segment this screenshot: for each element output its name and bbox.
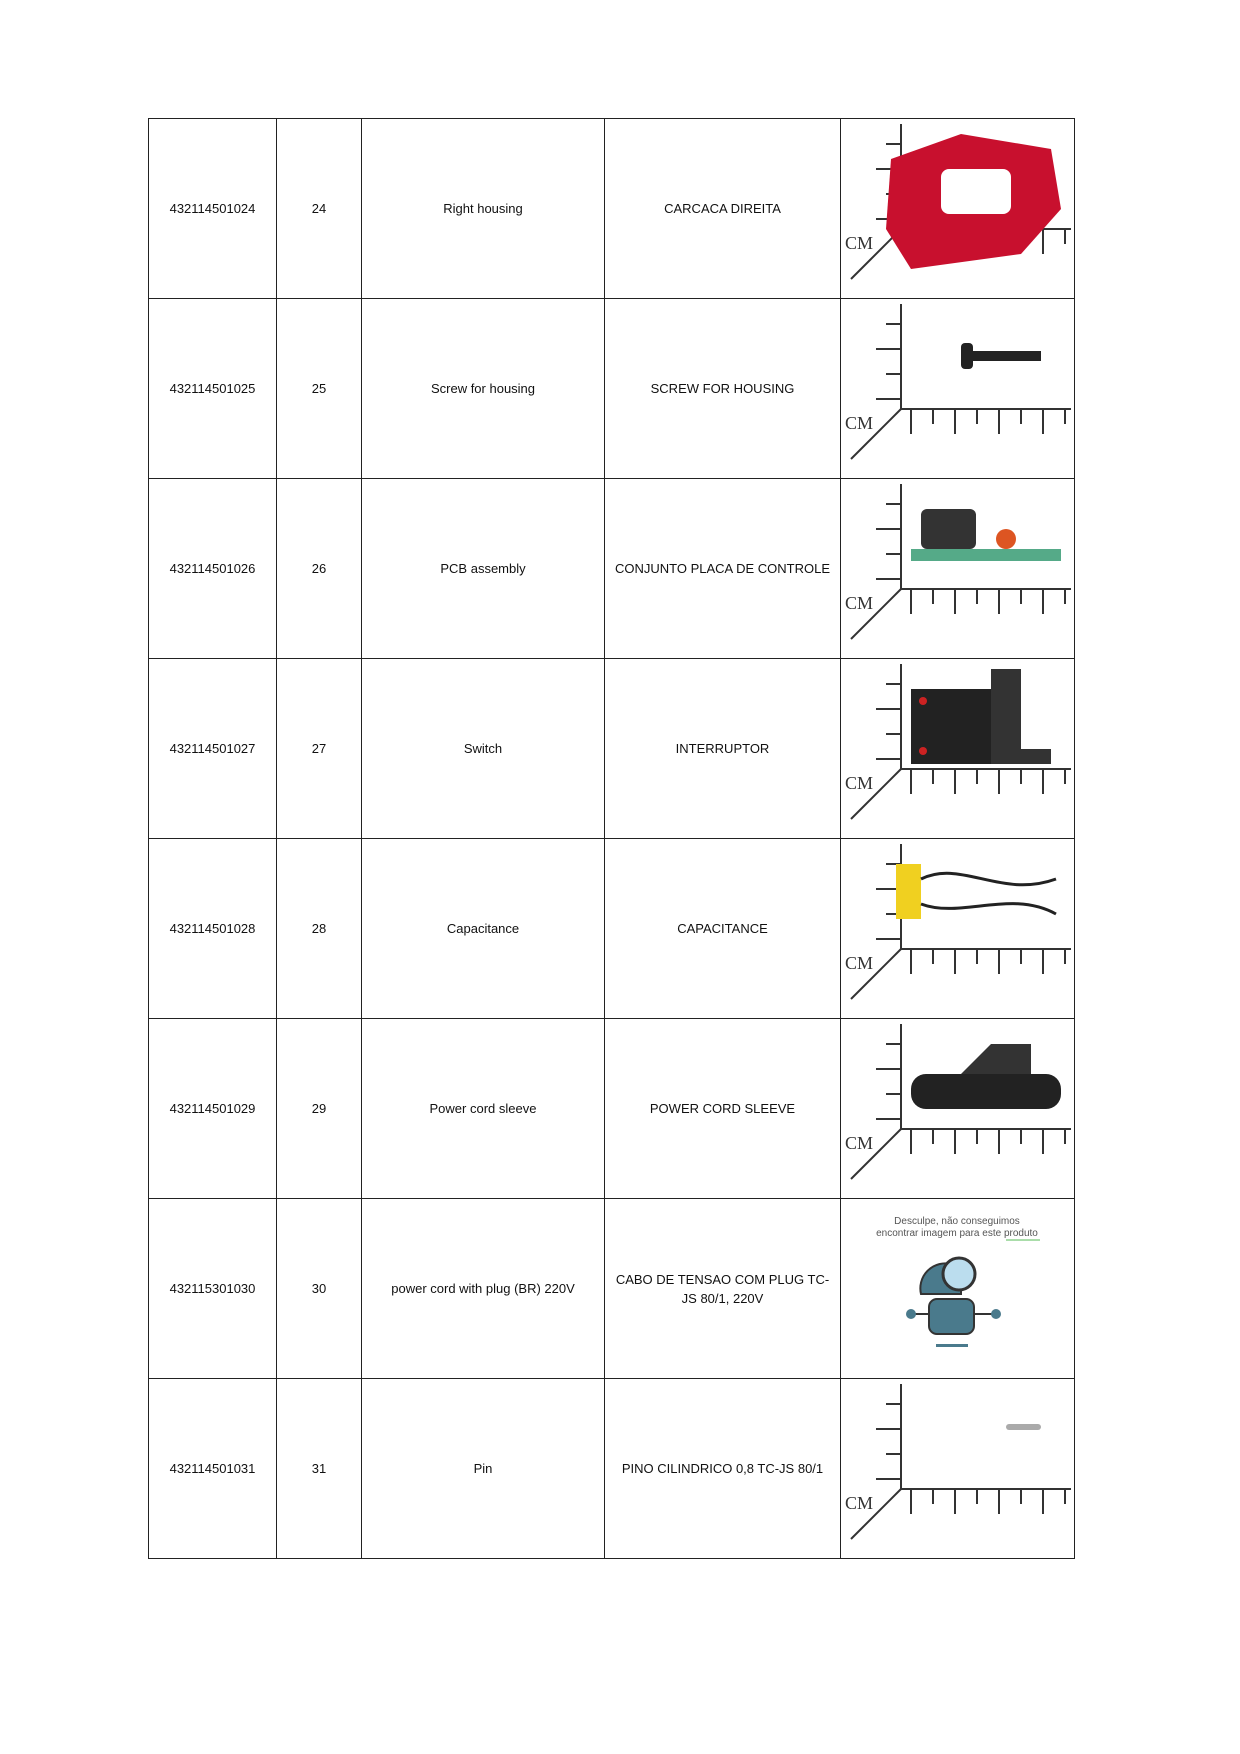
part-code: 432115301030 bbox=[149, 1199, 277, 1379]
part-name-pt: SCREW FOR HOUSING bbox=[605, 299, 841, 479]
part-name-en: Capacitance bbox=[362, 839, 605, 1019]
part-code: 432114501029 bbox=[149, 1019, 277, 1199]
position-number: 30 bbox=[277, 1199, 362, 1379]
part-name-pt: INTERRUPTOR bbox=[605, 659, 841, 839]
svg-text:CM: CM bbox=[845, 1133, 874, 1153]
table-row bbox=[149, 299, 1075, 479]
svg-text:CM: CM bbox=[845, 413, 874, 433]
no-image-robot-icon bbox=[841, 1199, 1074, 1378]
part-name-pt: CARCACA DIREITA bbox=[605, 119, 841, 299]
part-name-pt: CABO DE TENSAO COM PLUG TC-JS 80/1, 220V bbox=[605, 1199, 841, 1379]
table-row bbox=[149, 659, 1075, 839]
part-image-cell bbox=[841, 299, 1075, 479]
table-row bbox=[149, 1019, 1075, 1199]
position-number: 29 bbox=[277, 1019, 362, 1199]
svg-text:CM: CM bbox=[845, 953, 874, 973]
pcb-photo bbox=[841, 479, 1074, 658]
position-number: 24 bbox=[277, 119, 362, 299]
part-image-cell bbox=[841, 479, 1075, 659]
position-number: 26 bbox=[277, 479, 362, 659]
position-number: 28 bbox=[277, 839, 362, 1019]
position-number: 25 bbox=[277, 299, 362, 479]
parts-table bbox=[148, 118, 1075, 1559]
table-row bbox=[149, 479, 1075, 659]
part-image-cell bbox=[841, 839, 1075, 1019]
part-name-en: power cord with plug (BR) 220V bbox=[362, 1199, 605, 1379]
part-name-en: PCB assembly bbox=[362, 479, 605, 659]
position-number: 27 bbox=[277, 659, 362, 839]
part-image-cell bbox=[841, 1379, 1075, 1559]
placeholder-line1: Desculpe, não conseguimos bbox=[894, 1216, 1020, 1227]
svg-text:CM: CM bbox=[845, 593, 874, 613]
part-name-pt: POWER CORD SLEEVE bbox=[605, 1019, 841, 1199]
part-name-en: Pin bbox=[362, 1379, 605, 1559]
part-code: 432114501024 bbox=[149, 119, 277, 299]
capacitor-photo bbox=[841, 839, 1074, 1018]
table-row bbox=[149, 1379, 1075, 1559]
part-name-en: Power cord sleeve bbox=[362, 1019, 605, 1199]
screw-photo bbox=[841, 299, 1074, 478]
part-code: 432114501025 bbox=[149, 299, 277, 479]
part-name-pt: PINO CILINDRICO 0,8 TC-JS 80/1 bbox=[605, 1379, 841, 1559]
part-name-en: Switch bbox=[362, 659, 605, 839]
part-name-en: Screw for housing bbox=[362, 299, 605, 479]
part-image-cell bbox=[841, 659, 1075, 839]
svg-text:CM: CM bbox=[845, 1493, 874, 1513]
part-image-cell bbox=[841, 1199, 1075, 1379]
part-code: 432114501027 bbox=[149, 659, 277, 839]
part-code: 432114501026 bbox=[149, 479, 277, 659]
red-housing-photo bbox=[841, 119, 1074, 298]
table-row bbox=[149, 839, 1075, 1019]
part-image-cell bbox=[841, 1019, 1075, 1199]
sleeve-photo bbox=[841, 1019, 1074, 1198]
part-name-pt: CAPACITANCE bbox=[605, 839, 841, 1019]
part-image-cell bbox=[841, 119, 1075, 299]
table-row bbox=[149, 119, 1075, 299]
part-code: 432114501031 bbox=[149, 1379, 277, 1559]
svg-text:CM: CM bbox=[845, 773, 874, 793]
part-name-en: Right housing bbox=[362, 119, 605, 299]
table-row bbox=[149, 1199, 1075, 1379]
pin-photo bbox=[841, 1379, 1074, 1558]
switch-photo bbox=[841, 659, 1074, 838]
svg-text:CM: CM bbox=[845, 233, 874, 253]
position-number: 31 bbox=[277, 1379, 362, 1559]
part-code: 432114501028 bbox=[149, 839, 277, 1019]
part-name-pt: CONJUNTO PLACA DE CONTROLE bbox=[605, 479, 841, 659]
placeholder-line2: encontrar imagem para este produto bbox=[876, 1228, 1038, 1239]
